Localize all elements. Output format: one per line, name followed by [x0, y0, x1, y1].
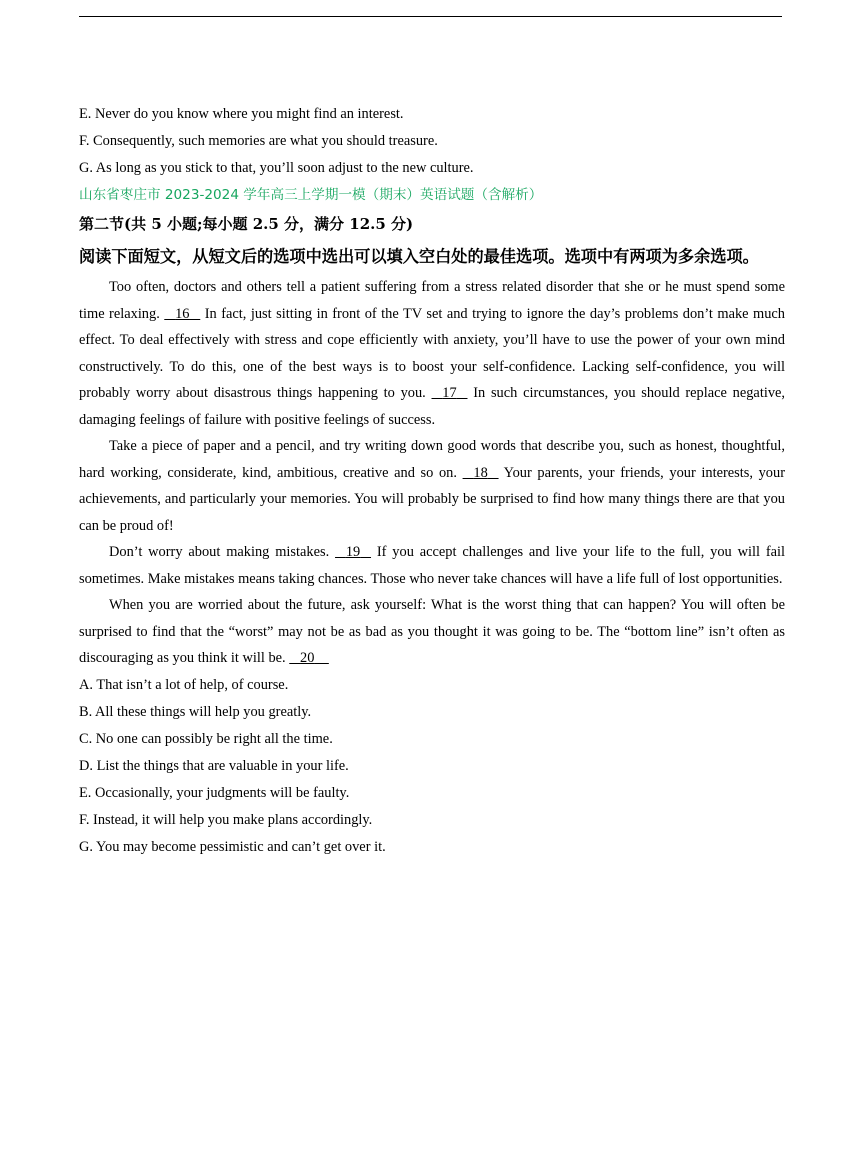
passage-text: Don’t worry about making mistakes.	[109, 544, 336, 560]
blank-number: 16	[175, 305, 190, 322]
section-title: 第二节(共 5 小题;每小题 2.5 分，满分 12.5 分)	[79, 215, 414, 233]
blank-20	[289, 645, 329, 672]
prev-option-e: E. Never do you know where you might find an interest.	[79, 106, 404, 122]
blank-18	[463, 460, 499, 487]
option-b: B. All these things will help you greatly.	[79, 703, 312, 720]
prev-option-f: F. Consequently, such memories are what you should treasure.	[79, 133, 438, 149]
option-d: D. List the things that are valuable in your life.	[79, 757, 349, 774]
document-body	[79, 101, 785, 861]
blank-17	[432, 380, 468, 407]
blank-number: 18	[473, 464, 488, 481]
source-title: 山东省枣庄市 2023-2024 学年高三上学期一模（期末）英语试题（含解析）	[79, 187, 543, 203]
passage-text: In fact, just sitting in front of the TV set and trying to ignore the day’s problems don’t make much effect. To deal effectively with stress and cope efficiently with anxiety, you’ll have to use the power of your own mind constructively. To do this, one of the best ways is to boost your self-confidence. Lacking self-confidence, you will probably worry about disastrous things happening to you.	[79, 305, 785, 401]
option-e: E. Occasionally, your judgments will be faulty.	[79, 784, 350, 801]
instruction-text: 阅读下面短文，从短文后的选项中选出可以填入空白处的最佳选项。选项中有两项为多余选项。	[79, 247, 759, 266]
blank-number: 20	[300, 650, 315, 666]
passage-text: Your parents, your friends, your interests, your achievements, and particularly your memories. You will probably be surprised to find how many things there are that you can be proud of!	[79, 464, 785, 534]
passage-paragraph-2	[79, 433, 785, 539]
passage-text: When you are worried about the future, ask yourself: What is the worst thing that can happen? You will often be surprised to find that the “worst” may not be as bad as you thought it was going to be. The “bottom line” isn’t often as discouraging as you think it will be.	[79, 597, 785, 666]
header-rule	[79, 16, 782, 17]
passage-text: If you accept challenges and live your life to the full, you will fail sometimes. Make mistakes means taking chances. Those who never take chances will have a life full of lost opportunities.	[79, 544, 785, 587]
passage-text: Too often, doctors and others tell a patient suffering from a stress related disorder that she or he must spend some time relaxing.	[79, 279, 785, 322]
passage-text: Take a piece of paper and a pencil, and try writing down good words that describe you, such as honest, thoughtful, hard working, considerate, kind, ambitious, creative and so on.	[79, 438, 785, 481]
option-c: C. No one can possibly be right all the time.	[79, 730, 333, 747]
passage-text: In such circumstances, you should replace negative, damaging feelings of failure with positive feelings of success.	[79, 385, 785, 428]
blank-number: 19	[345, 544, 361, 560]
passage-paragraph-4	[79, 592, 785, 672]
blank-19	[335, 539, 371, 566]
blank-number: 17	[442, 385, 457, 401]
option-g: G. You may become pessimistic and can’t get over it.	[79, 838, 386, 855]
passage-paragraph-1	[79, 274, 785, 433]
option-f: F. Instead, it will help you make plans accordingly.	[79, 811, 373, 828]
option-a: A. That isn’t a lot of help, of course.	[79, 676, 289, 693]
passage-paragraph-3	[79, 539, 785, 592]
prev-option-g: G. As long as you stick to that, you’ll soon adjust to the new culture.	[79, 160, 474, 176]
blank-16	[164, 301, 200, 328]
